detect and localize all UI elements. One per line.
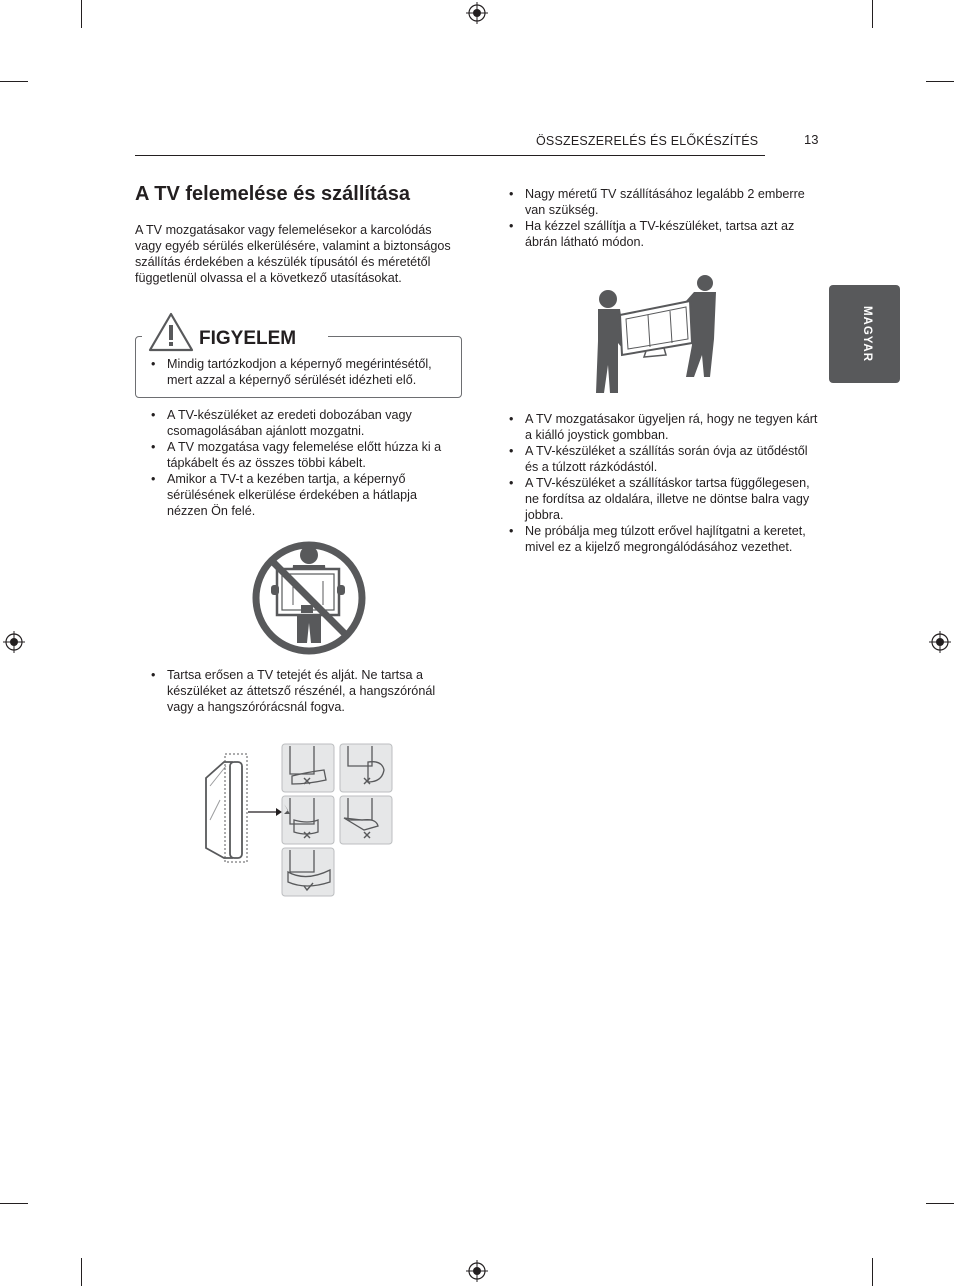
list-item: • A TV-készüléket a szállítás során óvja az ütődéstől és a túlzott rázkódástól. <box>509 443 821 475</box>
crop-mark <box>872 1258 873 1286</box>
language-tab-label: MAGYAR <box>861 305 873 363</box>
list-item: • Nagy méretű TV szállításához legalább 2 emberre van szükség. <box>509 186 821 218</box>
grip-bullet-list <box>151 667 461 715</box>
right-bullet-list-bottom <box>509 411 821 555</box>
two-person-carry-icon <box>590 275 720 395</box>
crop-mark <box>0 81 28 82</box>
crop-mark <box>81 0 82 28</box>
caution-triangle-icon <box>147 311 195 353</box>
list-item: • Ha kézzel szállítja a TV-készüléket, tartsa azt az ábrán látható módon. <box>509 218 821 250</box>
crop-mark <box>872 0 873 28</box>
crop-mark <box>926 1203 954 1204</box>
crop-mark <box>81 1258 82 1286</box>
list-item: • Ne próbálja meg túlzott erővel hajlítgatni a keretet, mivel ez a kijelző megrongálódásához vezethet. <box>509 523 821 555</box>
registration-mark-icon <box>466 1260 488 1282</box>
registration-mark-icon <box>3 631 25 653</box>
list-item: • A TV mozgatásakor ügyeljen rá, hogy ne tegyen kárt a kiálló joystick gombban. <box>509 411 821 443</box>
page-number: 13 <box>804 132 819 147</box>
page-heading: A TV felemelése és szállítása <box>135 183 410 205</box>
crop-mark <box>0 1203 28 1204</box>
list-item: • A TV mozgatása vagy felemelése előtt húzza ki a tápkábelt és az összes többi kábelt. <box>151 439 461 471</box>
section-title: ÖSSZESZERELÉS ÉS ELŐKÉSZÍTÉS <box>536 134 759 148</box>
caution-list <box>151 356 451 388</box>
list-item: • A TV-készüléket a szállításkor tartsa függőlegesen, ne fordítsa az oldalára, illetve ne döntse balra vagy jobbra. <box>509 475 821 523</box>
list-item: • Tartsa erősen a TV tetejét és alját. Ne tartsa a készüléket az áttetsző részénél, a hangszórónál vagy a hangszórórácsnál fogva. <box>151 667 461 715</box>
registration-mark-icon <box>466 2 488 24</box>
prohibited-icon <box>249 539 369 657</box>
right-bullet-list-top <box>509 186 821 250</box>
tv-grip-icon <box>196 740 396 900</box>
registration-mark-icon <box>929 631 951 653</box>
left-bullet-list <box>151 407 461 519</box>
intro-paragraph: A TV mozgatásakor vagy felemelésekor a karcolódás vagy egyéb sérülés elkerülésére, valamint a biztonságos szállítás érdekében a készülék típusától és méretétől függetlenül olvassa el a következő utasításokat. <box>135 223 451 285</box>
list-item: • Amikor a TV-t a kezében tartja, a képernyő sérülésének elkerülése érdekében a hátlapja nézzen Ön felé. <box>151 471 461 519</box>
list-item: • A TV-készüléket az eredeti dobozában vagy csomagolásában ajánlott mozgatni. <box>151 407 461 439</box>
caution-item: • Mindig tartózkodjon a képernyő megérintésétől, mert azzal a képernyő sérülését idézheti elő. <box>151 356 451 388</box>
crop-mark <box>926 81 954 82</box>
caution-title: FIGYELEM <box>199 328 297 349</box>
header-divider <box>135 155 765 156</box>
language-tab <box>829 285 900 383</box>
